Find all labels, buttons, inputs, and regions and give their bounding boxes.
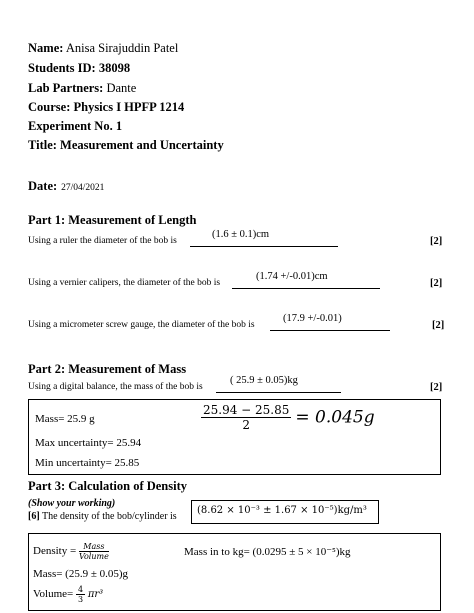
part2-working-box (28, 399, 441, 475)
part3-q-text: The density of the bob/cylinder is (42, 511, 177, 522)
density-label: Density = (33, 545, 77, 558)
id-label: Students ID: (28, 61, 96, 75)
part1-q1-mark: [2] (430, 236, 443, 247)
part2-heading: Part 2: Measurement of Mass (28, 362, 187, 376)
volume-fraction (76, 585, 85, 604)
title-line: Title: Measurement and Uncertainty (28, 138, 224, 152)
part1-q1-underline (190, 246, 338, 247)
part1-q2-underline (232, 288, 380, 289)
volume-denominator: 3 (77, 595, 84, 604)
show-working-text: (Show your working) (28, 498, 116, 509)
density-answer: (8.62 × 10⁻³ ± 1.67 × 10⁻⁵)kg/m³ (197, 505, 367, 516)
max-uncertainty-text: Max uncertainty= 25.94 (35, 437, 142, 449)
mass-text: Mass= 25.9 g (35, 413, 95, 425)
part1-q3-underline (270, 330, 390, 331)
name-line (28, 41, 178, 56)
fraction-numerator: 25.94 − 25.85 (203, 403, 290, 417)
part2-q-mark: [2] (430, 382, 443, 393)
part1-q2-mark: [2] (430, 278, 443, 289)
date-label: Date: (28, 179, 58, 193)
partners-value: Dante (106, 81, 137, 95)
density-fraction (79, 542, 109, 561)
part3-question (28, 511, 177, 522)
mass-grams-text: Mass= (25.9 ± 0.05)g (33, 568, 129, 580)
min-uncertainty-text: Min uncertainty= 25.85 (35, 457, 140, 469)
student-id-line (28, 61, 130, 76)
fraction-result: = 0.045g (295, 407, 375, 428)
density-numerator: Mass (79, 542, 109, 552)
part3-working-box (28, 533, 441, 611)
part3-mark: [6] (28, 511, 40, 522)
name-label: Name: (28, 41, 64, 55)
density-formula (33, 542, 109, 561)
volume-expression: πr³ (87, 589, 104, 601)
uncertainty-equation (201, 403, 375, 432)
name-value: Anisa Sirajuddin Patel (65, 41, 179, 55)
course-line: Course: Physics I HPFP 1214 (28, 100, 185, 114)
part2-q-underline (216, 392, 341, 393)
part1-q3-answer: (17.9 +/-0.01) (283, 313, 342, 324)
part2-q-text: Using a digital balance, the mass of the bob is (28, 382, 203, 392)
part1-q3-mark: [2] (432, 320, 445, 331)
volume-numerator: 4 (77, 585, 84, 594)
date-line (28, 177, 104, 195)
experiment-line: Experiment No. 1 (28, 119, 123, 133)
density-answer-box (191, 500, 379, 524)
part1-heading: Part 1: Measurement of Length (28, 213, 197, 227)
lab-partners-line (28, 81, 136, 96)
date-value: 27/04/2021 (61, 183, 105, 193)
volume-formula (33, 585, 103, 604)
part1-q1-answer: (1.6 ± 0.1)cm (212, 229, 270, 240)
part1-q2-text: Using a vernier calipers, the diameter of the bob is (28, 278, 221, 288)
id-value: 38098 (98, 61, 131, 75)
mass-in-kg-text: Mass in to kg= (0.0295 ± 5 × 10⁻⁵)kg (184, 546, 351, 558)
part1-q1-text: Using a ruler the diameter of the bob is (28, 236, 177, 246)
part1-q2-answer: (1.74 +/-0.01)cm (256, 271, 328, 282)
fraction-denominator: 2 (242, 418, 251, 432)
part2-q-answer: ( 25.9 ± 0.05)kg (230, 375, 298, 386)
uncertainty-fraction (201, 403, 291, 432)
part1-q3-text: Using a micrometer screw gauge, the diameter of the bob is (28, 320, 255, 330)
partners-label: Lab Partners: (28, 81, 104, 95)
density-denominator: Volume (78, 552, 109, 561)
volume-label: Volume= (33, 588, 74, 601)
part3-heading: Part 3: Calculation of Density (28, 479, 188, 493)
